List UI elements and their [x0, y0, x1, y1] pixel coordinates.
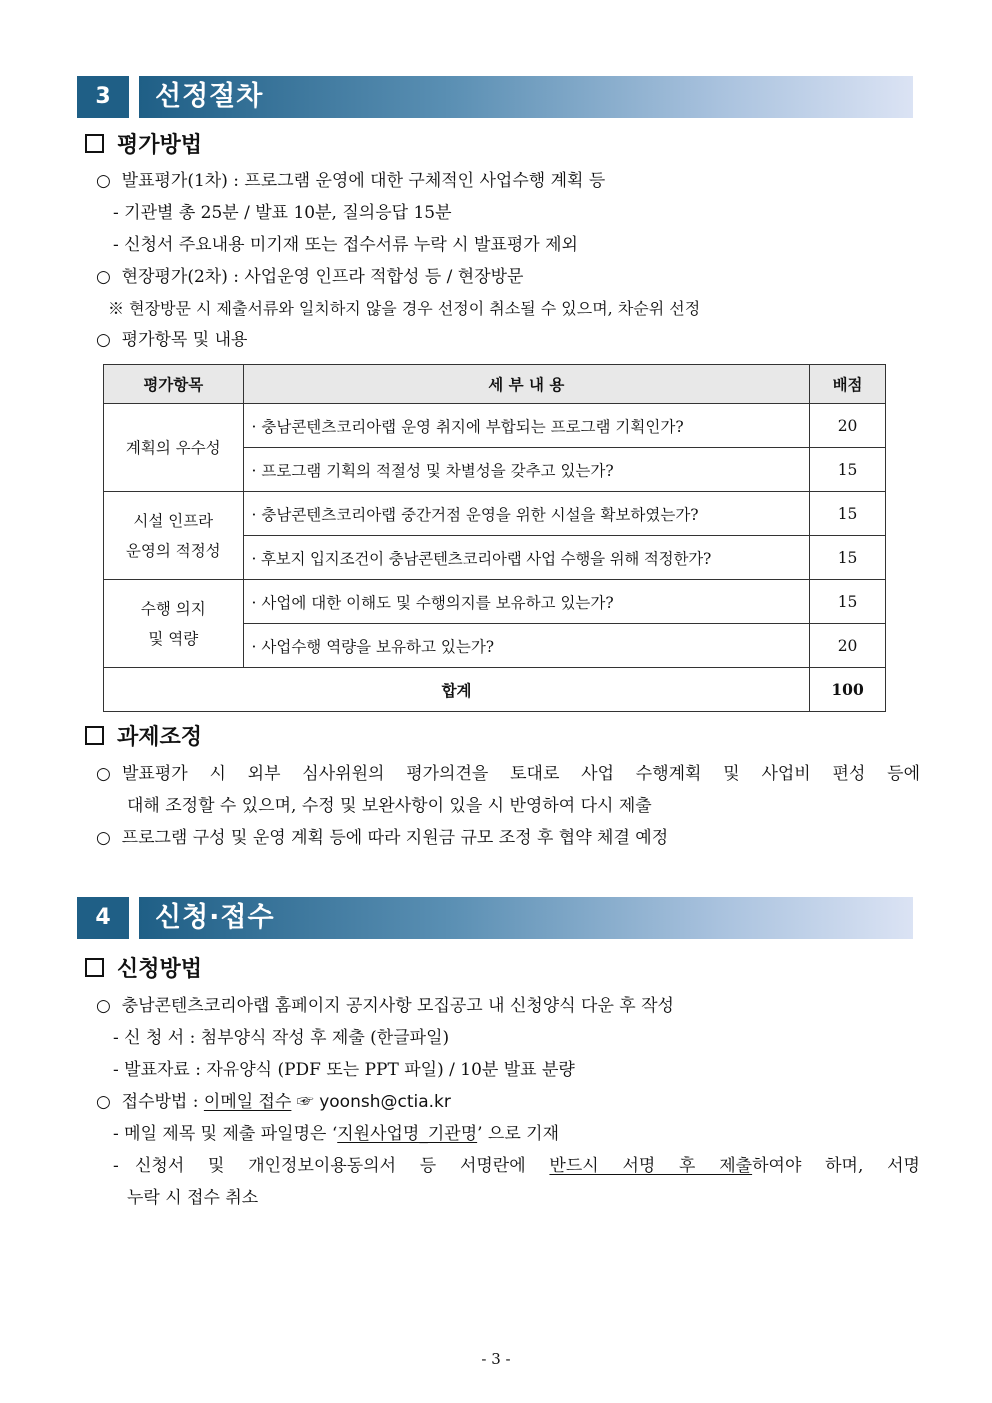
score-cell: 15: [810, 536, 886, 580]
section-number: 4: [77, 897, 129, 939]
category-cell: 계획의 우수성: [104, 404, 244, 492]
score-cell: 15: [810, 492, 886, 536]
eval-note: ※ 현장방문 시 제출서류와 일치하지 않을 경우 선정이 취소될 수 있으며, 차순위 선정: [108, 299, 701, 318]
email-submission-label: 이메일 접수: [203, 1092, 292, 1112]
email-address[interactable]: yoonsh@ctia.kr: [319, 1092, 451, 1112]
item-cell: · 충남콘텐츠코리아랩 운영 취지에 부합되는 프로그램 기획인가?: [243, 404, 810, 448]
pointing-hand-icon: ☞: [291, 1092, 320, 1112]
checkbox-square-icon: [85, 726, 104, 745]
checkbox-square-icon: [85, 134, 104, 153]
section-title-bar: [139, 76, 913, 118]
item-cell: · 프로그램 기획의 적절성 및 차별성을 갖추고 있는가?: [243, 448, 810, 492]
item-cell: · 사업에 대한 이해도 및 수행의지를 보유하고 있는가?: [243, 580, 810, 624]
section-title: 신청·접수: [155, 902, 275, 933]
application-line-4: ○ 접수방법 : 이메일 접수 ☞ yoonsh@ctia.kr: [96, 1092, 451, 1112]
section-number: 3: [77, 76, 129, 118]
bullet-circle: ○: [96, 764, 111, 784]
section-title: 선정절차: [155, 81, 264, 112]
subheading-evaluation: 평가방법: [85, 132, 202, 160]
eval-item-1: ○ 발표평가(1차) : 프로그램 운영에 대한 구체적인 사업수행 계획 등: [96, 171, 606, 191]
checkbox-square-icon: [85, 958, 104, 977]
adjustment-item-2: ○ 프로그램 구성 및 운영 계획 등에 따라 지원금 규모 조정 후 협약 체결 예정: [96, 828, 669, 848]
header-score: 배점: [810, 365, 886, 404]
application-line-1: ○ 충남콘텐츠코리아랩 홈페이지 공지사항 모집공고 내 신청양식 다운 후 작성: [96, 996, 674, 1016]
table-row: [104, 404, 886, 448]
subheading-adjustment: 과제조정: [85, 724, 202, 752]
application-line-2: - 신 청 서 : 첨부양식 작성 후 제출 (한글파일): [113, 1028, 450, 1048]
table-row: [104, 492, 886, 536]
score-cell: 20: [810, 624, 886, 668]
section-title-bar: [139, 897, 913, 939]
item-cell: · 후보지 입지조건이 충남콘텐츠코리아랩 사업 수행을 위해 적정한가?: [243, 536, 810, 580]
section-4-header: [77, 897, 913, 939]
total-label: 합계: [104, 668, 810, 712]
subheading-application: 신청방법: [85, 956, 202, 984]
score-cell: 15: [810, 448, 886, 492]
application-line-7: 누락 시 접수 취소: [127, 1188, 259, 1208]
table-header-row: [104, 365, 886, 404]
score-cell: 15: [810, 580, 886, 624]
adjustment-item-1-line-2: 대해 조정할 수 있으며, 수정 및 보완사항이 있을 시 반영하여 다시 제출: [127, 796, 652, 816]
application-line-6: 신청서 및 개인정보이용동의서 등 서명란에 반드시 서명 후 제출하여야 하며, 서명: [135, 1156, 920, 1176]
header-category: 평가항목: [104, 365, 244, 404]
eval-item-4: ○ 현장평가(2차) : 사업운영 인프라 적합성 등 / 현장방문: [96, 267, 524, 287]
score-cell: 20: [810, 404, 886, 448]
table-total-row: [104, 668, 886, 712]
item-cell: · 충남콘텐츠코리아랩 중간거점 운영을 위한 시설을 확보하였는가?: [243, 492, 810, 536]
section-3-header: [77, 76, 913, 118]
header-detail: 세 부 내 용: [243, 365, 810, 404]
eval-item-3: - 신청서 주요내용 미기재 또는 접수서류 누락 시 발표평가 제외: [113, 235, 578, 255]
application-line-5: - 메일 제목 및 제출 파일명은 ‘지원사업명_기관명’ 으로 기재: [113, 1124, 560, 1144]
total-score: 100: [810, 668, 886, 712]
table-row: [104, 580, 886, 624]
eval-item-6: ○ 평가항목 및 내용: [96, 330, 248, 350]
category-cell: 수행 의지 및 역량: [104, 580, 244, 668]
item-cell: · 사업수행 역량을 보유하고 있는가?: [243, 624, 810, 668]
bullet-dash: -: [113, 1156, 119, 1176]
adjustment-item-1-line-1: 발표평가 시 외부 심사위원의 평가의견을 토대로 사업 수행계획 및 사업비 편성 등에: [122, 764, 920, 784]
evaluation-table: [103, 364, 886, 712]
category-cell: 시설 인프라 운영의 적정성: [104, 492, 244, 580]
page-number: - 3 -: [481, 1350, 511, 1368]
eval-item-2: - 기관별 총 25분 / 발표 10분, 질의응답 15분: [113, 203, 452, 223]
application-line-3: - 발표자료 : 자유양식 (PDF 또는 PPT 파일) / 10분 발표 분량: [113, 1060, 575, 1080]
